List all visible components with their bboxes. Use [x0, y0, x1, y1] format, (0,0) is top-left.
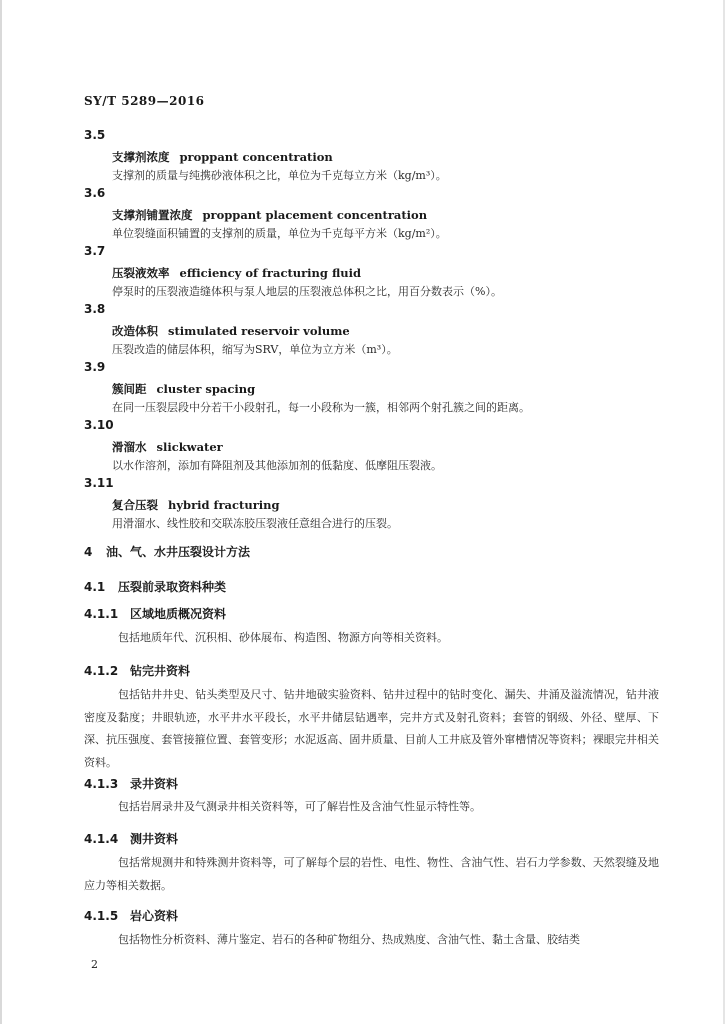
subsection-heading [84, 775, 178, 792]
term-name-en: hybrid fracturing [168, 498, 280, 512]
term-name-zh: 压裂液效率 [112, 266, 170, 280]
term-definition: 在同一压裂层段中分若干小段射孔，每一小段称为一簇，相邻两个射孔簇之间的距离。 [112, 401, 530, 414]
standard-number-header: SY/T 5289—2016 [84, 94, 205, 108]
term-list [84, 128, 684, 534]
term-entry [84, 360, 684, 418]
chapter-heading [84, 543, 250, 560]
subsection-heading [84, 907, 178, 924]
term-definition: 压裂改造的储层体积，缩写为SRV，单位为立方米（m³）。 [112, 343, 398, 356]
term-number: 3.7 [84, 244, 106, 258]
subsection-title: 区域地质概况资料 [130, 607, 227, 621]
term-name [112, 381, 255, 397]
term-entry [84, 128, 684, 186]
subsection-heading [84, 830, 178, 847]
chapter-number: 4 [84, 545, 93, 559]
term-number: 3.5 [84, 128, 106, 142]
term-name-zh: 支撑剂浓度 [112, 150, 170, 164]
term-name-en: proppant placement concentration [202, 208, 428, 222]
term-definition: 支撑剂的质量与纯携砂液体积之比，单位为千克每立方米（kg/m³）。 [112, 169, 447, 182]
term-name-zh: 簇间距 [112, 382, 147, 396]
paragraph: 包括物性分析资料、薄片鉴定、岩石的各种矿物组分、热成熟度、含油气性、黏土含量、胶结类 [118, 933, 580, 946]
paragraph: 包括常规测井和特殊测井资料等，可了解每个层的岩性、电性、物性、含油气性、岩石力学参数、天然裂缝及地应力等相关数据。 [84, 856, 659, 892]
paragraph: 包括岩屑录井及气测录井相关资料等，可了解岩性及含油气性显示特性等。 [118, 800, 481, 813]
term-name [112, 265, 361, 281]
section-heading [84, 578, 226, 595]
term-entry [84, 302, 684, 360]
term-number: 3.6 [84, 186, 106, 200]
term-number: 3.11 [84, 476, 114, 490]
term-definition: 停泵时的压裂液造缝体积与泵人地层的压裂液总体积之比，用百分数表示（%）。 [112, 285, 502, 298]
term-name [112, 439, 223, 455]
term-name-zh: 支撑剂铺置浓度 [112, 208, 193, 222]
term-number: 3.8 [84, 302, 106, 316]
term-name-en: cluster spacing [156, 382, 256, 396]
term-name [112, 497, 280, 513]
term-name-en: stimulated reservoir volume [168, 324, 350, 338]
page-number: 2 [91, 958, 98, 971]
term-entry [84, 244, 684, 302]
term-definition: 用滑溜水、线性胶和交联冻胶压裂液任意组合进行的压裂。 [112, 517, 398, 530]
term-name-zh: 滑溜水 [112, 440, 147, 454]
paragraph: 包括地质年代、沉积相、砂体展布、构造图、物源方向等相关资料。 [118, 631, 448, 644]
term-name-en: efficiency of fracturing fluid [179, 266, 362, 280]
term-name-en: slickwater [156, 440, 223, 454]
section-number: 4.1 [84, 580, 106, 594]
term-definition: 单位裂缝面积铺置的支撑剂的质量，单位为千克每平方米（kg/m²）。 [112, 227, 447, 240]
term-number: 3.9 [84, 360, 106, 374]
term-name-en: proppant concentration [179, 150, 333, 164]
subsection-title: 钻完井资料 [130, 664, 191, 678]
subsection-number: 4.1.1 [84, 607, 119, 621]
term-definition: 以水作溶剂，添加有降阻剂及其他添加剂的低黏度、低摩阻压裂液。 [112, 459, 442, 472]
subsection-number: 4.1.2 [84, 664, 119, 678]
term-name [112, 323, 350, 339]
chapter-title: 油、气、水井压裂设计方法 [106, 545, 251, 559]
scan-edge [0, 0, 2, 1024]
term-name [112, 149, 333, 165]
section-title: 压裂前录取资料种类 [118, 580, 227, 594]
subsection-number: 4.1.5 [84, 909, 119, 923]
term-entry [84, 476, 684, 534]
subsection-title: 测井资料 [130, 832, 179, 846]
term-name-zh: 复合压裂 [112, 498, 158, 512]
subsection-heading [84, 662, 190, 679]
subsection-number: 4.1.4 [84, 832, 119, 846]
subsection-title: 岩心资料 [130, 909, 179, 923]
term-entry [84, 186, 684, 244]
term-name [112, 207, 427, 223]
term-number: 3.10 [84, 418, 114, 432]
term-name-zh: 改造体积 [112, 324, 158, 338]
term-entry [84, 418, 684, 476]
subsection-heading [84, 605, 226, 622]
paragraph: 包括钻井井史、钻头类型及尺寸、钻井地破实验资料、钻井过程中的钻时变化、漏失、井涌及溢流情况，钻井液密度及黏度；井眼轨迹，水平井水平段长，水平井储层钻遇率，完井方式及射孔资料；套管的钢级、外径、壁厚、下深、抗压强度、套管接箍位置、套管变形；水泥返高、固井质量、目前人工井底及管外窜槽情况等资料；裸眼完井相关资料。 [84, 688, 659, 769]
subsection-number: 4.1.3 [84, 777, 119, 791]
subsection-title: 录井资料 [130, 777, 179, 791]
